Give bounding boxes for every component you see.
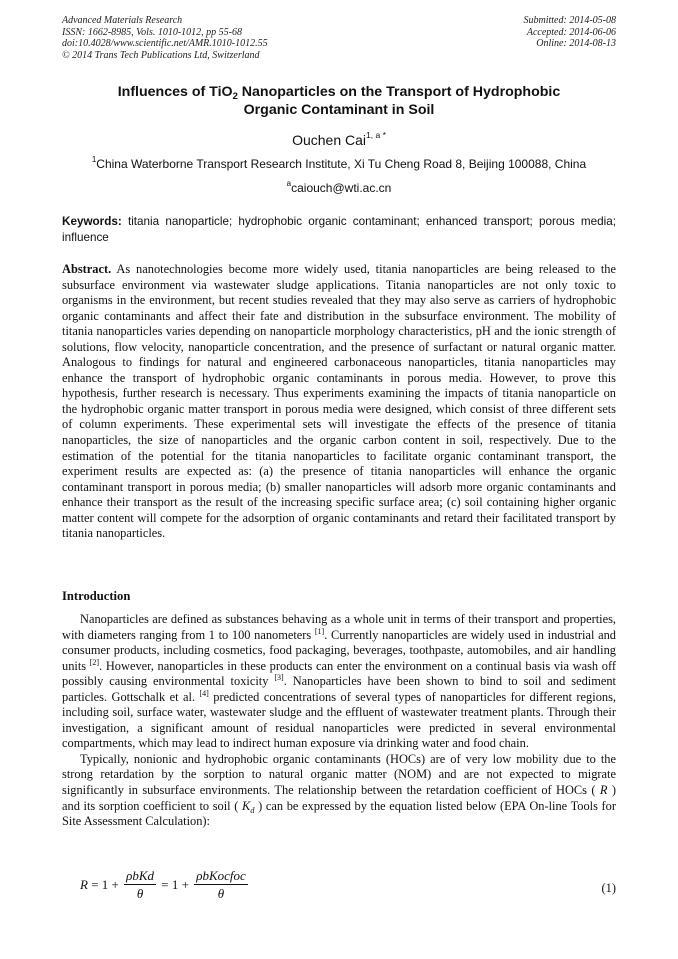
citation-4: [4]	[199, 688, 209, 698]
introduction-body	[62, 612, 616, 830]
online-date: Online: 2014-08-13	[536, 38, 616, 49]
p1-text-c: . However, nanoparticles in these products can enter the environment on a continual basis via wash off possibly causing environmental toxicity	[62, 658, 616, 689]
abstract	[62, 262, 616, 542]
p1-text-e: predicted concentrations of several types of nanoparticles for different regions, including soil, surface water, wastewater sludge and the effluent of wastewater treatment plants. Through their investigation, a significant amount of residual nanoparticles were predicted in several environmental compartments, which may lead to indirect human exposure via drinking water and food chain.	[62, 689, 617, 751]
issn-line: ISSN: 1662-8985, Vols. 1010-1012, pp 55-68	[62, 26, 242, 38]
equation-body	[80, 868, 620, 902]
eq-plus-2: = 1 +	[158, 877, 193, 892]
author-name: Ouchen Cai	[292, 132, 367, 148]
title-line2: Organic Contaminant in Soil	[243, 101, 435, 118]
var-k-sub: d	[250, 804, 255, 815]
paper-title	[62, 84, 616, 119]
eq-num-1: ρbKd	[126, 868, 155, 883]
eq-fraction-1	[124, 868, 156, 902]
var-r: R	[599, 783, 608, 798]
abstract-label: Abstract.	[62, 262, 112, 276]
p2-text-c: ) can be expressed by the equation listed below (EPA On-line Tools for Site Assessment Calculation):	[62, 798, 616, 829]
citation-3: [3]	[274, 673, 284, 683]
title-subscript: 2	[232, 91, 238, 102]
eq-plus-1: = 1 +	[87, 877, 123, 892]
affiliation	[62, 157, 616, 171]
equation-number: (1)	[601, 881, 616, 895]
var-k: K	[242, 798, 251, 813]
section-heading-introduction: Introduction	[62, 589, 131, 603]
affiliation-mark: 1	[91, 155, 97, 164]
affiliation-text: China Waterborne Transport Research Institute, Xi Tu Cheng Road 8, Beijing 100088, China	[96, 157, 587, 171]
submitted-date: Submitted: 2014-05-08	[523, 15, 616, 26]
dates-header	[524, 15, 617, 50]
eq-num-2: ρbKocfoc	[196, 868, 246, 883]
intro-paragraph-1	[62, 612, 616, 752]
doi-line: doi:10.4028/www.scientific.net/AMR.1010-1012.55	[62, 38, 268, 49]
title-line1-post: Nanoparticles on the Transport of Hydrophobic	[237, 84, 561, 100]
p2-text-b: ) and its sorption coefficient to soil (	[62, 783, 616, 813]
email-text: caiouch@wti.ac.cn	[291, 181, 392, 195]
author-marks: 1, a *	[366, 130, 386, 140]
p1-text-d: . Nanoparticles have been shown to bind to soil and sediment particles. Gottschalk et al.	[62, 674, 616, 704]
journal-header	[62, 15, 268, 61]
keywords-text: titania nanoparticle; hydrophobic organic contaminant; enhanced transport; porous media; influence	[62, 215, 616, 244]
email-mark: a	[286, 179, 292, 188]
author-email	[62, 181, 616, 195]
equation-1	[80, 868, 620, 908]
p2-text-a: Typically, nonionic and hydrophobic organic contaminants (HOCs) are of very low mobility due to the strong retardation by the sorption to natural organic matter (NOM) and are not expected to migrate significantly in subsurface environments. The relationship between the retardation coefficient of HOCs (	[62, 751, 616, 798]
p1-text-b: . Currently nanoparticles are widely used in industrial and consumer products, including cosmetics, food packaging, beverages, toothpaste, automobiles, and air handling units	[62, 627, 616, 673]
p1-text-a: Nanoparticles are defined as substances behaving as a whole unit in terms of their transport and properties, with diameters ranging from 1 to 100 nanometers	[62, 612, 616, 642]
eq-lhs: R	[80, 877, 88, 892]
author	[62, 132, 616, 148]
intro-paragraph-2	[62, 752, 616, 830]
abstract-text: As nanotechnologies become more widely used, titania nanoparticles are being released to the subsurface environment via wastewater sludge applications. Titania nanoparticles are not only toxic to organisms in the environment, but recent studies revealed that they may also serve as carriers of hydrophobic organic contaminants and affect their fate and distribution in the subsurface environment. The mobility of titania nanoparticles varies depending on nanoparticle morphology characteristics, pH and the ionic strength of solutions, flow velocity, nanoparticle concentration, and the presence of surfactant or natural organic matter. Analogous to findings for natural and engineered carbonaceous nanoparticles, titania nanoparticles may enhance the transport of hydrophobic organic contaminants in porous media. However, to prove this hypothesis, further research is necessary. Thus experiments examining the impacts of titania nanoparticle on the hydrophobic organic matter transport in porous media were designed, which consist of three different sets of column experiments. These experimental sets will investigate the effects of the presence of titania nanoparticles, the size of nanoparticles and the organic carbon content in soil, respectively. Due to the estimation of the potential for the titania nanoparticles to facilitate organic contaminant transport, the experiment results are expected as: (a) the presence of titania nanoparticles will enhance the organic contaminant transport in porous media; (b) smaller nanoparticles will adsorb more organic contaminants and enhance their transport as the result of the increasing specific surface area; (c) soil containing higher organic matter content will compete for the adsorption of organic contaminants and retard their facilitated transport by titania nanoparticles.	[62, 262, 616, 541]
journal-name: Advanced Materials Research	[62, 15, 183, 26]
keywords-label: Keywords:	[62, 215, 122, 228]
citation-1: [1]	[314, 626, 325, 636]
accepted-date: Accepted: 2014-06-06	[526, 26, 616, 38]
eq-den-1: θ	[136, 886, 144, 901]
eq-den-2: θ	[217, 886, 225, 901]
title-line1-pre: Influences of TiO	[117, 84, 233, 100]
eq-fraction-2	[194, 868, 248, 902]
citation-2: [2]	[89, 657, 100, 667]
keywords	[62, 214, 616, 246]
copyright-line: © 2014 Trans Tech Publications Ltd, Switzerland	[62, 49, 260, 61]
